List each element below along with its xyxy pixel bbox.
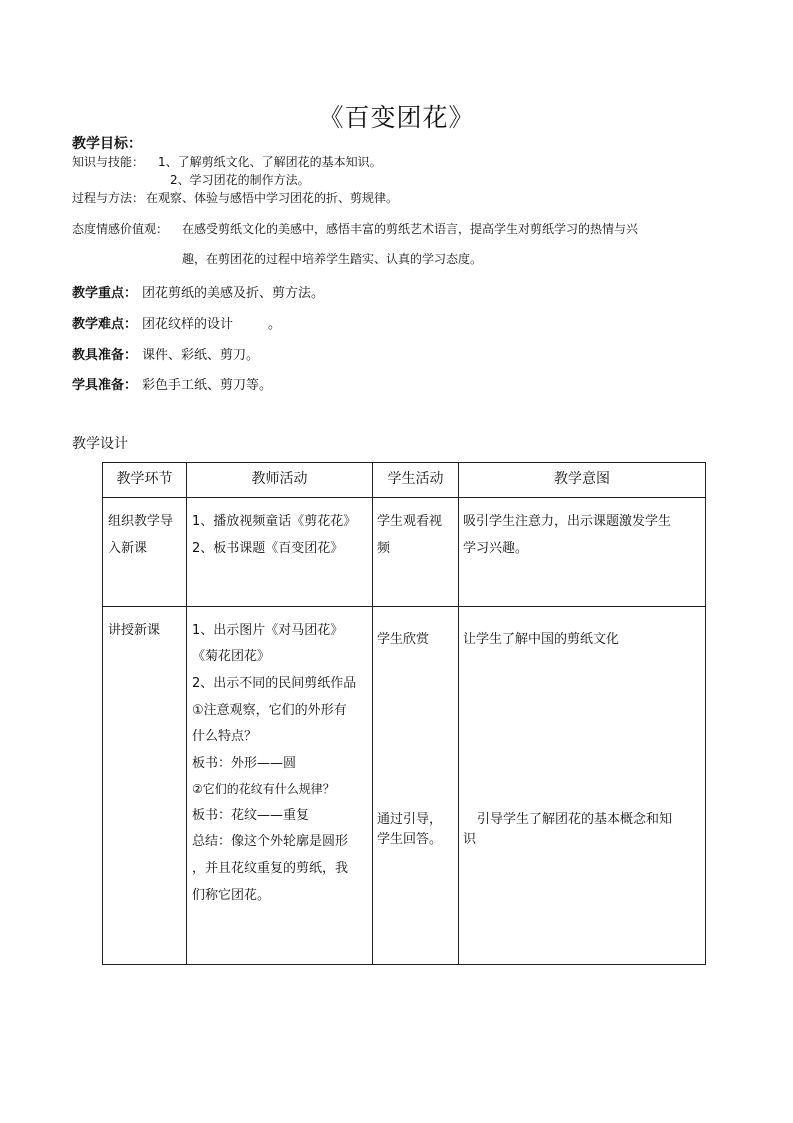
teacher-prep-label: 教具准备： [72, 348, 138, 363]
row1-student-line-2: 频 [377, 541, 391, 556]
row1-stage-line-1: 组织教学导 [108, 514, 174, 529]
row2-intent-a: 让学生了解中国的剪纸文化 [463, 632, 620, 647]
row2-teacher-line-2: 《菊花团花》 [192, 649, 271, 664]
page-title: 《百变团花》 [318, 103, 475, 132]
row2-student-b-line-1: 通过引导， [377, 812, 443, 827]
row2-teacher-line-9: 总结：像这个外轮廓是圆形 [192, 834, 349, 849]
teacher-prep-text: 课件、彩纸、剪刀。 [142, 348, 260, 363]
header-stage: 教学环节 [116, 471, 173, 487]
knowledge-label: 知识与技能： [72, 155, 145, 169]
table-border-right [705, 462, 706, 965]
row2-teacher-line-5: 什么特点？ [192, 729, 258, 744]
table-col-divider-3 [458, 462, 459, 965]
row2-intent-b-line-1: 引导学生了解团花的基本概念和知 [477, 812, 673, 827]
row2-teacher-line-8: 板书：花纹——重复 [192, 808, 310, 823]
table-border-top [102, 462, 706, 463]
table-row-divider [102, 606, 706, 607]
key-point-label: 教学重点： [72, 286, 138, 301]
row1-student-line-1: 学生观看视 [377, 514, 443, 529]
row1-stage-line-2: 入新课 [108, 541, 148, 556]
row2-stage: 讲授新课 [108, 623, 161, 638]
table-col-divider-1 [186, 462, 187, 965]
row2-teacher-line-1: 1、出示图片《对马团花》 [192, 623, 344, 638]
row2-teacher-line-7: ②它们的花纹有什么规律？ [192, 782, 335, 796]
row2-teacher-line-6: 板书：外形——圆 [192, 756, 297, 771]
difficulty-trail: 。 [268, 317, 282, 332]
row2-student-b-line-2: 学生回答。 [377, 832, 443, 847]
row2-teacher-line-11: 们称它团花。 [192, 888, 271, 903]
key-point-text: 团花剪纸的美感及折、剪方法。 [142, 286, 325, 301]
row2-teacher-line-4: ①注意观察，它们的外形有 [192, 703, 347, 718]
header-teacher: 教师活动 [251, 471, 308, 487]
process-text: 在观察、体验与感悟中学习团花的折、剪规律。 [146, 191, 399, 205]
design-heading: 教学设计 [72, 436, 128, 452]
student-prep-label: 学具准备： [72, 378, 138, 393]
row2-intent-b-line-2: 识 [463, 832, 477, 847]
row1-intent-line-1: 吸引学生注意力，出示课题激发学生 [463, 514, 672, 529]
table-border-left [102, 462, 103, 965]
row1-teacher-line-1: 1、播放视频童话《剪花花》 [192, 514, 357, 529]
table-col-divider-2 [372, 462, 373, 965]
difficulty-text: 团花纹样的设计 [142, 317, 234, 332]
header-intent: 教学意图 [554, 471, 610, 487]
row1-intent-line-2: 学习兴趣。 [463, 541, 529, 556]
objectives-heading: 教学目标： [72, 136, 142, 152]
attitude-label: 态度情感价值观： [72, 222, 169, 236]
attitude-line-2: 趣，在剪团花的过程中培养学生踏实、认真的学习态度。 [182, 252, 483, 266]
process-label: 过程与方法： [72, 191, 145, 205]
table-header-divider [102, 497, 706, 498]
attitude-line-1: 在感受剪纸文化的美感中，感悟丰富的剪纸艺术语言，提高学生对剪纸学习的热情与兴 [182, 222, 639, 236]
table-border-bottom [102, 964, 706, 965]
row2-teacher-line-10: ，并且花纹重复的剪纸，我 [192, 861, 349, 876]
header-student: 学生活动 [387, 471, 444, 487]
row1-teacher-line-2: 2、板书课题《百变团花》 [192, 541, 344, 556]
difficulty-label: 教学难点： [72, 317, 138, 332]
knowledge-item-1: 1、了解剪纸文化、了解团花的基本知识。 [158, 155, 382, 169]
row2-student-a: 学生欣赏 [377, 632, 430, 647]
knowledge-item-2: 2、学习团花的制作方法。 [170, 173, 310, 187]
row2-teacher-line-3: 2、出示不同的民间剪纸作品 [192, 676, 357, 691]
student-prep-text: 彩色手工纸、剪刀等。 [142, 378, 273, 393]
